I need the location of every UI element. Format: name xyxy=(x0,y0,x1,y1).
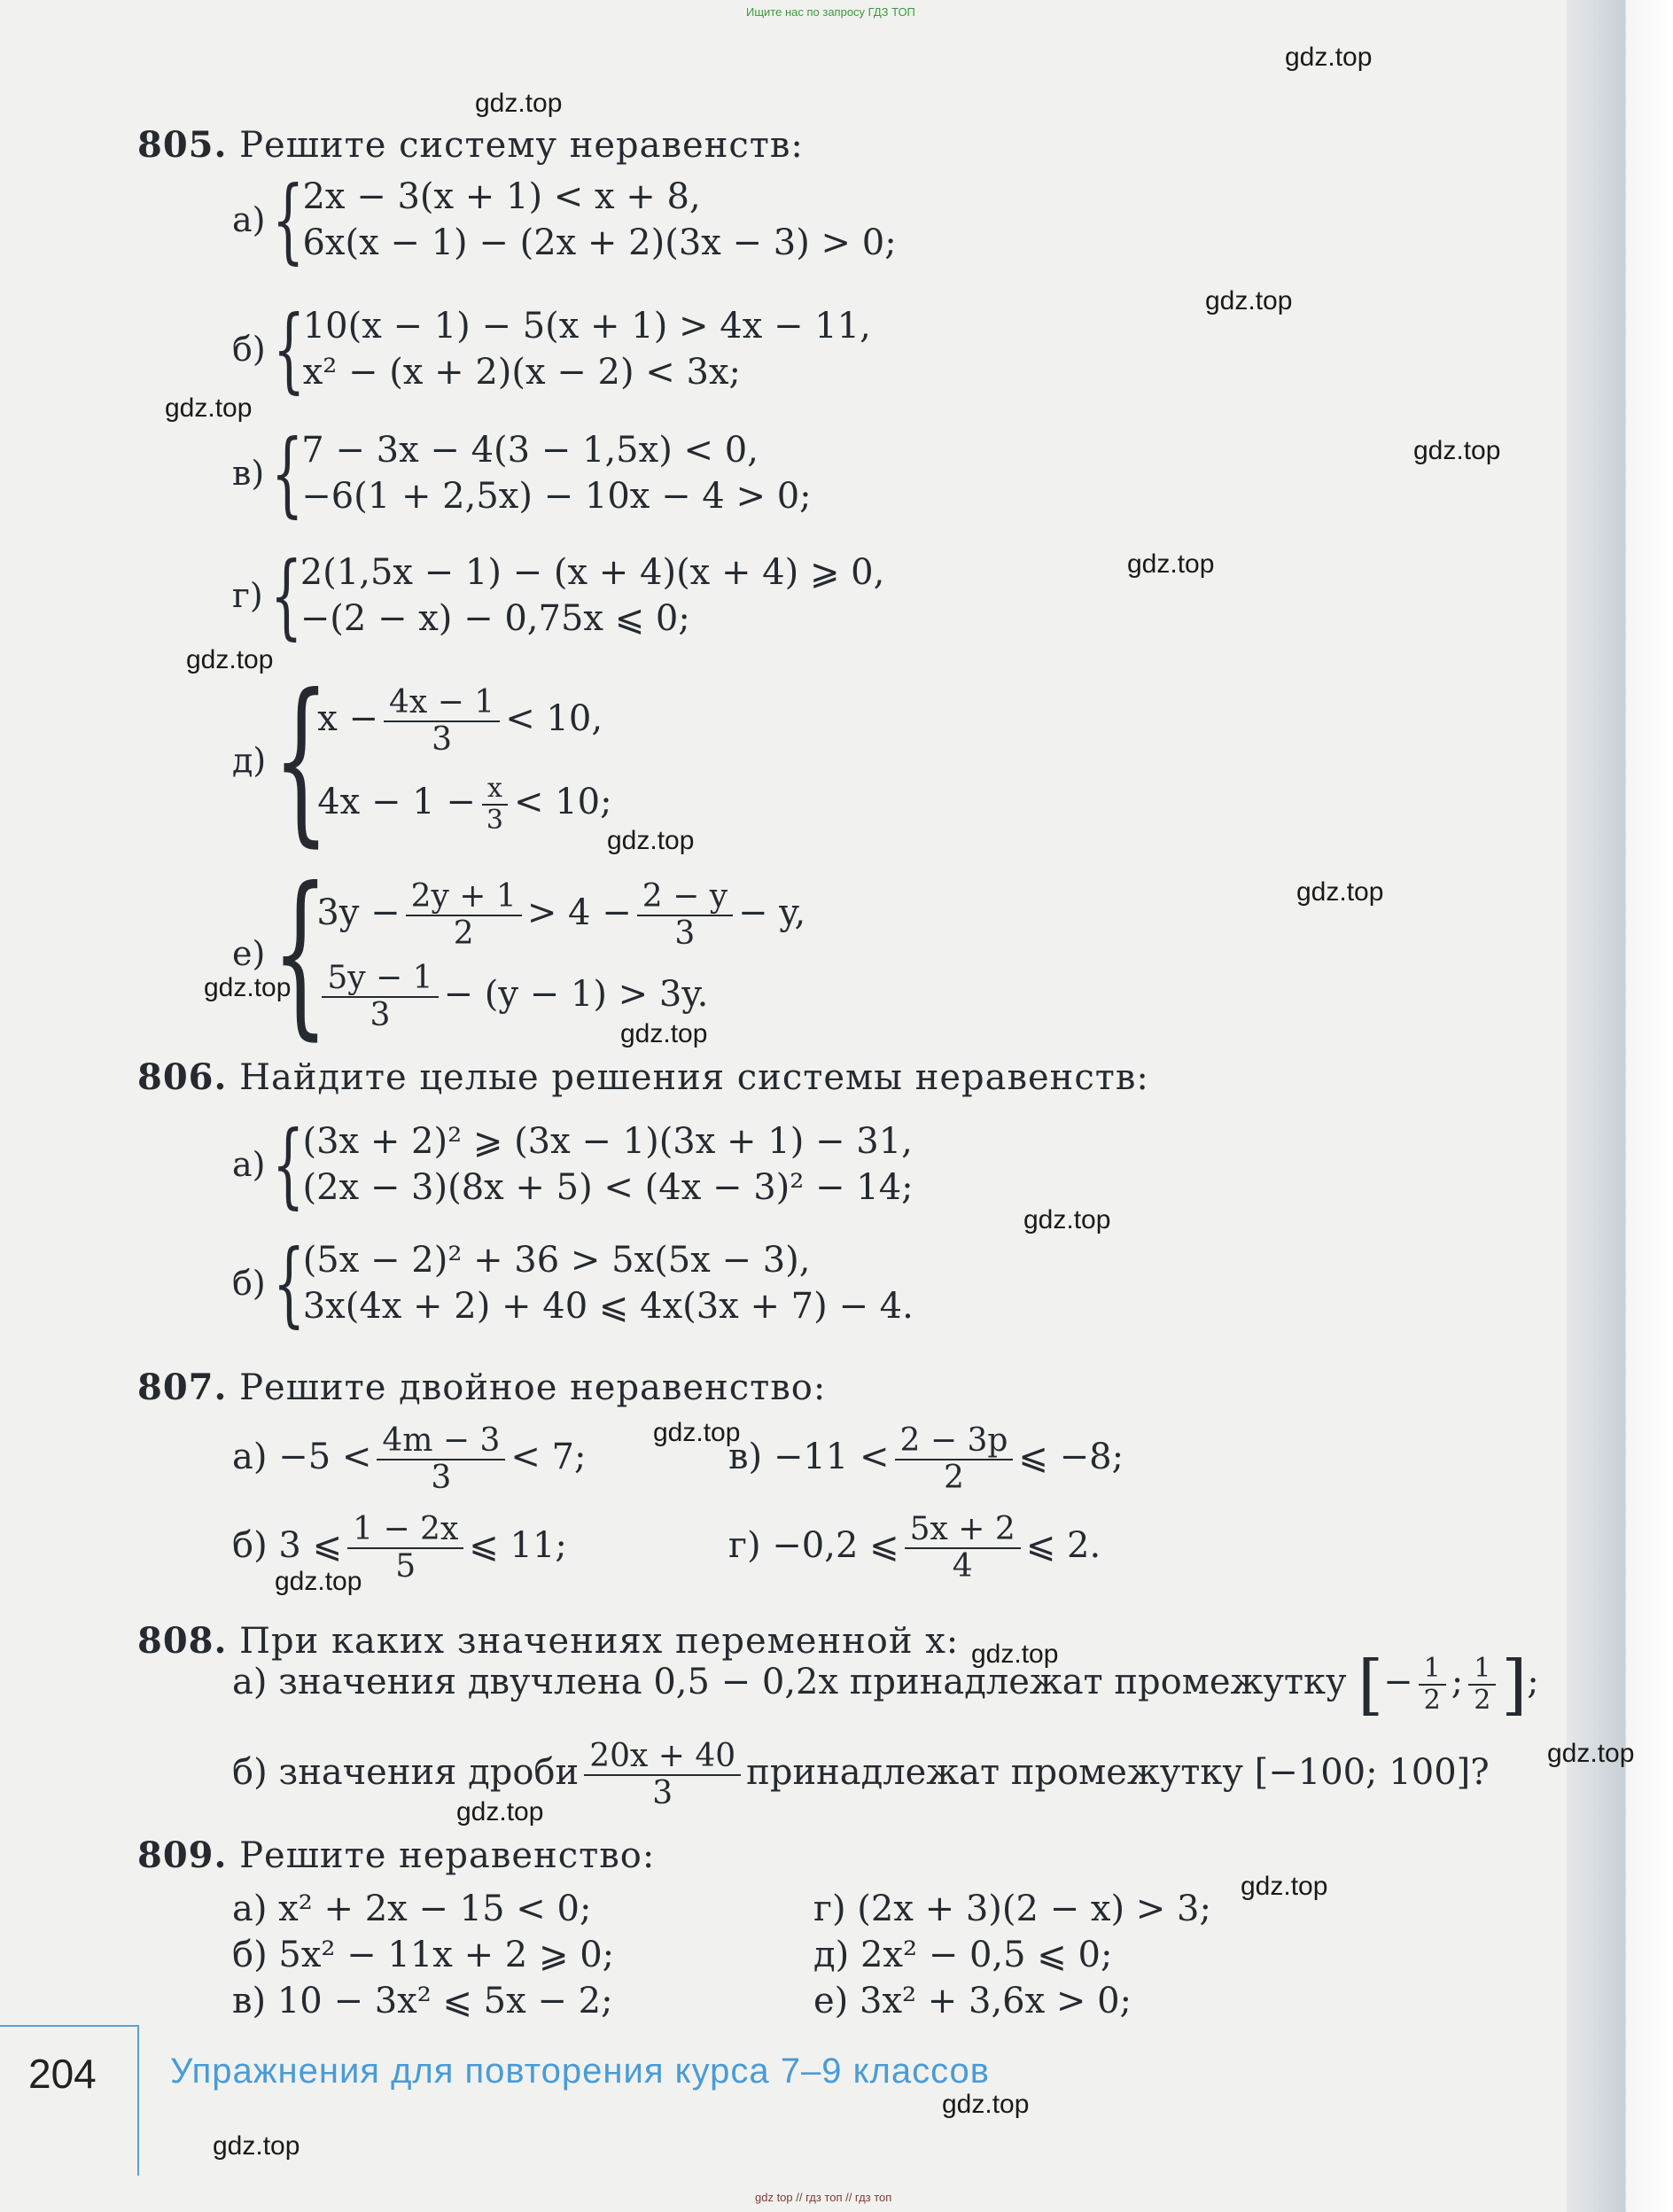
system-805-a xyxy=(232,166,897,274)
inequality-809-v: в) 10 − 3x² ⩽ 5x − 2; xyxy=(232,1981,613,2021)
exercise-809-heading xyxy=(137,1834,655,1876)
inequality-line: (5x − 2)² + 36 > 5x(5x − 3), xyxy=(302,1240,811,1281)
system-806-a xyxy=(232,1110,914,1219)
brace-icon: { xyxy=(272,1229,306,1337)
inequality-line: 2(1,5x − 1) − (x + 4)(x + 4) ⩾ 0, xyxy=(300,552,885,593)
item-808-b: б) значения дроби $\frac{20x + 40}{3}$ принадлежат промежутку [−100; 100]? xyxy=(232,1738,1490,1811)
brace-icon: { xyxy=(269,541,303,650)
brace-icon: { xyxy=(272,295,306,403)
inequality-809-b: б) 5x² − 11x + 2 ⩾ 0; xyxy=(232,1935,615,1975)
section-title: Упражнения для повторения курса 7–9 классов xyxy=(170,2052,991,2091)
inequality-807-v: в) −11 < $\frac{2 - 3p}{2}$ ⩽ −8; xyxy=(728,1422,1124,1496)
exercise-title: Решите двойное неравенство: xyxy=(239,1367,827,1408)
inequality-line: 3x(4x + 2) + 40 ⩽ 4x(3x + 7) − 4. xyxy=(302,1286,914,1327)
system-805-g xyxy=(232,541,885,650)
system-805-v xyxy=(232,419,812,527)
exercise-number: 809. xyxy=(137,1834,228,1876)
exercise-title: При каких значениях переменной x: xyxy=(239,1621,960,1662)
inequality-line: x − $\frac{4x - 1}{3}$ < 10, xyxy=(317,684,603,758)
system-806-b xyxy=(232,1229,914,1337)
inequality-807-b: б) 3 ⩽ $\frac{1 - 2x}{5}$ ⩽ 11; xyxy=(232,1511,567,1585)
watermark: gdz.top xyxy=(456,1797,544,1826)
system-805-e xyxy=(232,850,806,1056)
inequality-line: $\frac{5y - 1}{3}$ − (y − 1) > 3y. xyxy=(316,954,805,1035)
item-label: д) xyxy=(232,741,267,780)
inequality-line: (3x + 2)² ⩾ (3x − 1)(3x + 1) − 31, xyxy=(302,1121,913,1162)
brace-icon: { xyxy=(273,657,330,863)
page-edge-shadow xyxy=(1567,0,1673,2212)
item-label: г) xyxy=(232,576,263,615)
inequality-line: (2x − 3)(8x + 5) < (4x − 3)² − 14; xyxy=(302,1167,914,1208)
watermark: gdz.top xyxy=(607,826,695,855)
watermark: gdz.top xyxy=(1023,1205,1111,1235)
watermark: gdz.top xyxy=(1547,1739,1635,1768)
exercise-number: 808. xyxy=(137,1620,228,1662)
page-number: 204 xyxy=(28,2051,97,2097)
system-805-b xyxy=(232,295,871,403)
item-label: а) xyxy=(232,1145,266,1184)
watermark: gdz.top xyxy=(165,393,253,423)
exercise-number: 807. xyxy=(137,1367,228,1408)
watermark: gdz.top xyxy=(1205,286,1293,315)
item-label: е) xyxy=(232,934,266,973)
watermark: gdz.top xyxy=(275,1567,362,1596)
watermark: gdz.top xyxy=(1241,1872,1328,1901)
exercise-805-heading xyxy=(137,124,804,166)
inequality-line: 6x(x − 1) − (2x + 2)(3x − 3) > 0; xyxy=(302,222,897,263)
item-label: б) xyxy=(232,1264,266,1303)
inequality-807-a: а) −5 < $\frac{4m - 3}{3}$ < 7; xyxy=(232,1422,587,1496)
watermark: gdz.top xyxy=(1413,436,1501,465)
item-label: а) xyxy=(232,200,266,239)
watermark: gdz.top xyxy=(942,2090,1030,2119)
exercise-title: Решите систему неравенств: xyxy=(239,125,804,166)
inequality-809-a: а) x² + 2x − 15 < 0; xyxy=(232,1889,592,1929)
watermark: gdz.top xyxy=(1296,877,1384,907)
inequality-line: −6(1 + 2,5x) − 10x − 4 > 0; xyxy=(301,476,812,517)
watermark: gdz.top xyxy=(213,2131,300,2161)
inequality-line: 4x − 1 − $\frac{x}{3}$ < 10; xyxy=(317,773,612,836)
brace-icon: { xyxy=(272,1110,305,1219)
exercise-number: 805. xyxy=(137,124,228,166)
watermark: gdz.top xyxy=(1127,549,1215,579)
inequality-line: 10(x − 1) − 5(x + 1) > 4x − 11, xyxy=(302,306,871,347)
exercise-title: Найдите целые решения системы неравенств: xyxy=(239,1057,1149,1098)
footer-rule xyxy=(0,2025,137,2027)
inequality-809-g: г) (2x + 3)(2 − x) > 3; xyxy=(813,1889,1211,1929)
item-label: б) xyxy=(232,330,266,369)
inequality-809-e: е) 3x² + 3,6x > 0; xyxy=(813,1981,1132,2021)
watermark: gdz.top xyxy=(204,973,292,1002)
inequality-line: 2x − 3(x + 1) < x + 8, xyxy=(302,176,701,217)
watermark: gdz.top xyxy=(1285,43,1373,72)
watermark: gdz.top xyxy=(186,645,274,674)
brace-icon: { xyxy=(272,166,305,274)
exercise-806-heading xyxy=(137,1056,1149,1098)
watermark: gdz.top xyxy=(653,1418,741,1447)
top-watermark: Ищите нас по запросу ГДЗ ТОП xyxy=(746,5,915,19)
watermark: gdz.top xyxy=(971,1640,1059,1669)
exercise-807-heading xyxy=(137,1367,826,1408)
brace-icon: { xyxy=(271,419,304,527)
bottom-watermark: gdz top // гдз топ // гдз топ xyxy=(755,2191,892,2204)
exercise-title: Решите неравенство: xyxy=(239,1835,656,1876)
item-label: в) xyxy=(232,454,265,493)
inequality-line: 3y − $\frac{2y + 1}{2}$ > 4 − $\frac{2 - y}{3}$ − y, xyxy=(316,878,806,952)
footer-rule-vertical xyxy=(137,2025,139,2176)
exercise-number: 806. xyxy=(137,1056,228,1098)
inequality-line: 7 − 3x − 4(3 − 1,5x) < 0, xyxy=(301,430,759,471)
inequality-line: x² − (x + 2)(x − 2) < 3x; xyxy=(302,352,741,393)
inequality-line: −(2 − x) − 0,75x ⩽ 0; xyxy=(300,598,690,639)
watermark: gdz.top xyxy=(620,1019,708,1048)
inequality-809-d: д) 2x² − 0,5 ⩽ 0; xyxy=(813,1935,1113,1975)
brace-icon: { xyxy=(272,850,329,1056)
item-808-a: а) значения двучлена 0,5 − 0,2x принадлежат промежутку [− $\frac{1}{2}$ ; $\frac{1}{2}$ ]; xyxy=(232,1647,1539,1723)
inequality-807-g: г) −0,2 ⩽ $\frac{5x + 2}{4}$ ⩽ 2. xyxy=(728,1511,1101,1585)
system-805-d xyxy=(232,657,612,863)
watermark: gdz.top xyxy=(475,89,563,118)
